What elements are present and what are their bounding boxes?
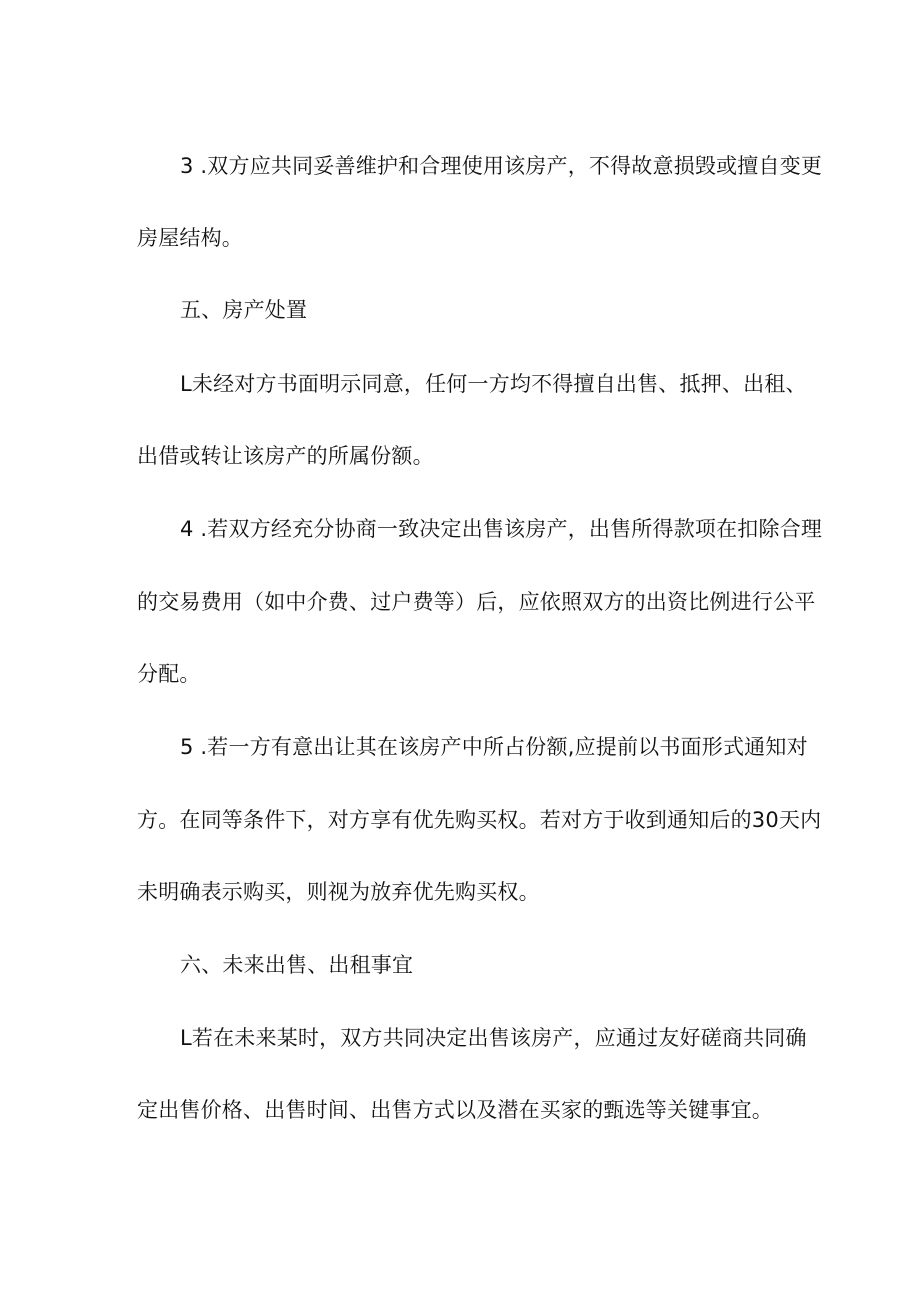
clause-5-line-2: 方。在同等条件下，对方享有优先购买权。若对方于收到通知后的30天内	[137, 808, 822, 832]
clause-4-line-2: 的交易费用（如中介费、过户费等）后，应依照双方的出资比例进行公平	[137, 590, 816, 614]
section-5-heading: 五、房产处置	[180, 298, 308, 322]
clause-l2-line-1: L若在未来某时，双方共同决定出售该房产，应通过友好磋商共同确	[180, 1026, 807, 1050]
clause-3-line-2: 房屋结构。	[137, 226, 243, 250]
clause-l1-line-1: L未经对方书面明示同意，任何一方均不得擅自出售、抵押、出租、	[180, 372, 807, 396]
clause-3-line-1: 3 .双方应共同妥善维护和合理使用该房产，不得故意损毁或擅自变更	[180, 154, 823, 178]
clause-5-line-1: 5 .若一方有意出让其在该房产中所占份额,应提前以书面形式通知对	[180, 735, 808, 759]
section-6-heading: 六、未来出售、出租事宜	[180, 953, 414, 977]
clause-l1-line-2: 出借或转让该房产的所属份额。	[137, 444, 434, 468]
clause-4-line-3: 分配。	[137, 662, 201, 686]
clause-l2-line-2: 定出售价格、出售时间、出售方式以及潜在买家的甄选等关键事宜。	[137, 1098, 773, 1122]
clause-5-line-3: 未明确表示购买，则视为放弃优先购买权。	[137, 880, 540, 904]
clause-4-line-1: 4 .若双方经充分协商一致决定出售该房产，出售所得款项在扣除合理	[180, 517, 823, 541]
